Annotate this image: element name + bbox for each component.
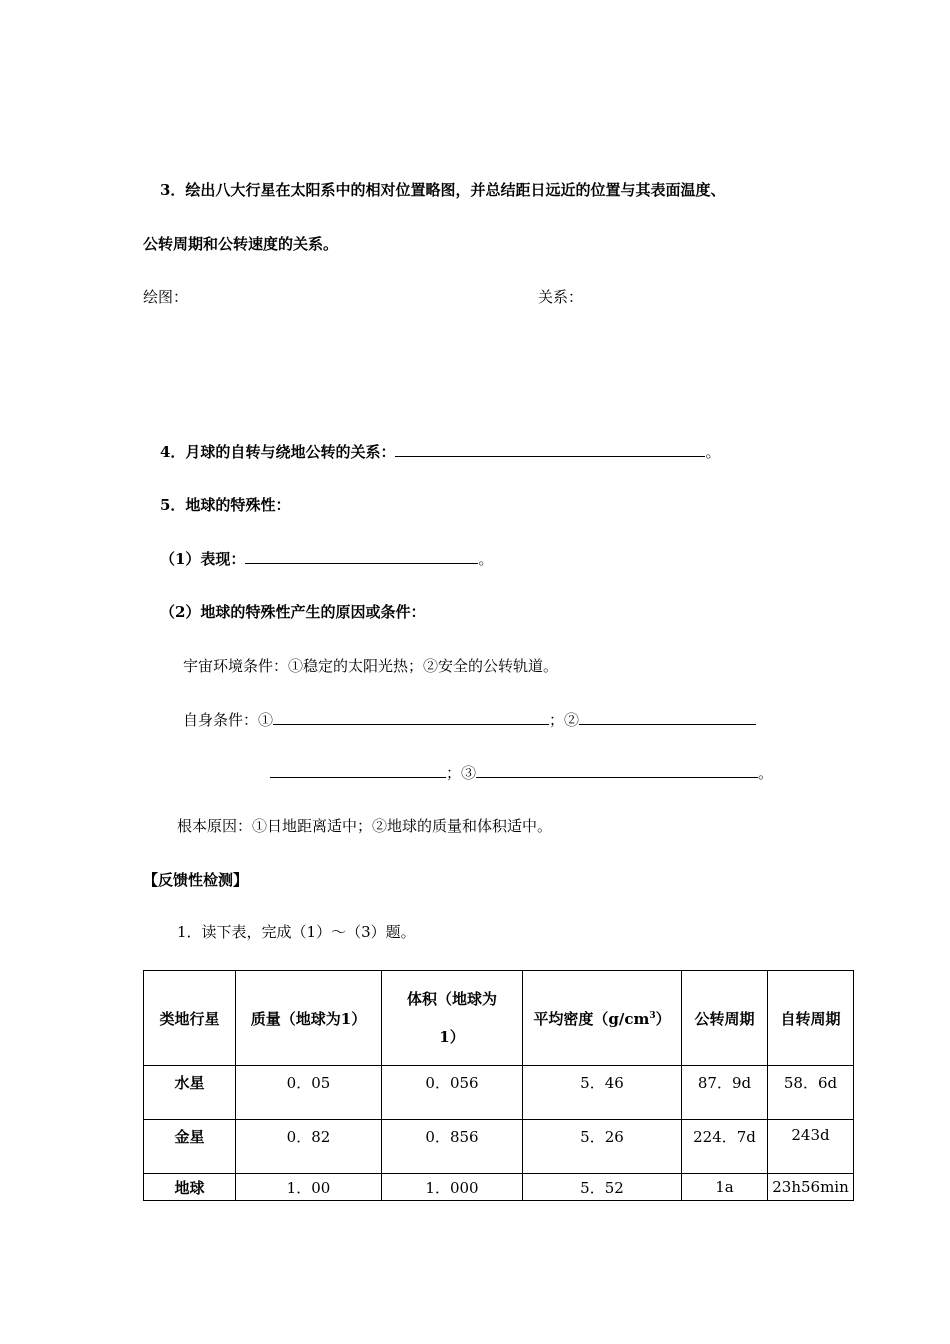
header-planet: 类地行星	[144, 971, 236, 1066]
row-planet: 地球	[144, 1174, 236, 1201]
row-mass: 1．00	[236, 1174, 382, 1201]
q3-line2: 公转周期和公转速度的关系。	[143, 235, 339, 253]
draw-label: 绘图：	[143, 288, 189, 306]
q5-p1-blank[interactable]	[245, 549, 478, 564]
header-density: 平均密度$(g/cm^3)$	[523, 971, 682, 1066]
relation-label: 关系：	[538, 288, 584, 306]
table-header-row	[144, 971, 854, 1066]
q4-text: 4．月球的自转与绕地公转的关系：	[160, 443, 396, 461]
q5-p1	[160, 549, 493, 569]
row-orbit: 1a	[682, 1174, 768, 1201]
header-mass: 质量（地球为1）	[236, 971, 382, 1066]
q5-p2: （2）地球的特殊性产生的原因或条件：	[160, 603, 426, 621]
table-row	[144, 1174, 854, 1201]
q4-question	[160, 442, 720, 462]
row-density: 5．52	[523, 1174, 682, 1201]
q5-title: 5．地球的特殊性：	[160, 496, 291, 514]
row-density: 5．26	[523, 1120, 682, 1174]
self-sep-3: ；③	[446, 764, 477, 782]
self-blank-1[interactable]	[273, 710, 549, 725]
row-planet: 水星	[144, 1066, 236, 1120]
cosmic-conditions: 宇宙环境条件：①稳定的太阳光热；②安全的公转轨道。	[183, 657, 559, 675]
self-conditions	[183, 710, 756, 730]
self-label: 自身条件：①	[183, 711, 274, 729]
row-rotation: 23h56min	[768, 1174, 854, 1201]
q5-p1-label: （1）表现：	[160, 550, 246, 568]
feedback-q1: 1．读下表，完成（1）～（3）题。	[177, 923, 416, 941]
row-density: 5．46	[523, 1066, 682, 1120]
row-rotation: 243d	[768, 1120, 854, 1174]
header-volume: 体积（地球为 1）	[382, 971, 523, 1066]
self-blank-2b[interactable]	[270, 763, 446, 778]
row-mass: 0．82	[236, 1120, 382, 1174]
self-blank-3[interactable]	[476, 763, 758, 778]
table-row	[144, 1066, 854, 1120]
feedback-title: 【反馈性检测】	[143, 871, 249, 889]
self-sep-2: ；②	[549, 711, 580, 729]
q4-blank[interactable]	[395, 442, 705, 457]
planet-table	[143, 970, 854, 1201]
header-rotation-period: 自转周期	[768, 971, 854, 1066]
self-conditions-cont	[270, 763, 773, 783]
row-volume: 0．856	[382, 1120, 523, 1174]
row-orbit: 87．9d	[682, 1066, 768, 1120]
table-row	[144, 1120, 854, 1174]
row-orbit: 224．7d	[682, 1120, 768, 1174]
root-cause: 根本原因：①日地距离适中；②地球的质量和体积适中。	[177, 817, 553, 835]
q3-line1: 3．绘出八大行星在太阳系中的相对位置略图，并总结距日远近的位置与其表面温度、	[160, 181, 726, 199]
header-orbit-period: 公转周期	[682, 971, 768, 1066]
row-volume: 1．000	[382, 1174, 523, 1201]
row-mass: 0．05	[236, 1066, 382, 1120]
row-volume: 0．056	[382, 1066, 523, 1120]
self-blank-2[interactable]	[579, 710, 756, 725]
q4-end: 。	[705, 443, 721, 461]
q5-p1-end: 。	[478, 550, 494, 568]
self-end: 。	[758, 764, 774, 782]
row-planet: 金星	[144, 1120, 236, 1174]
row-rotation: 58．6d	[768, 1066, 854, 1120]
